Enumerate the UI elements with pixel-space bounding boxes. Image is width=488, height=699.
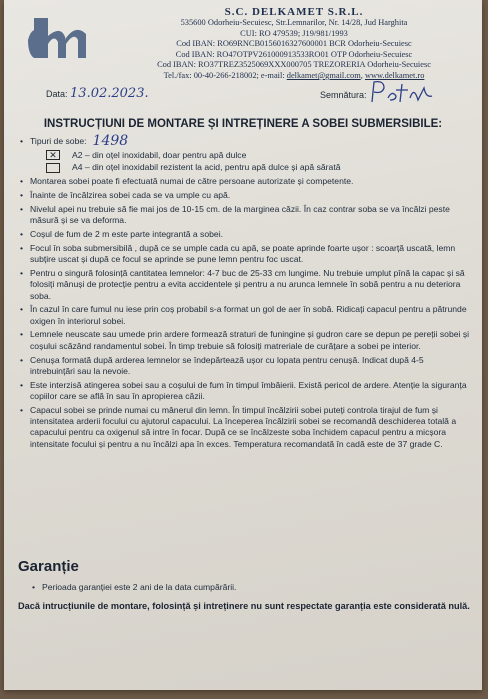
instruction-item: • În cazul în care fumul nu iese prin coș probabil s-a format un gol de aer în sobă. Ridicați capacul pentru a pătrunde oxigen în interiorul sobei. — [30, 304, 470, 327]
instructions-section — [18, 133, 470, 452]
instruction-item: • Lemnele neuscate sau umede prin ardere formează straturi de funingine și gudron care se depun pe pereții sobei și coșului scăzând randamentul sobei. În timp trebuie să folosiți matreriale de curățare a sobei pe interior. — [30, 329, 470, 352]
instruction-item: • Nivelul apei nu trebuie să fie mai jos de 10-15 cm. de la marginea căzii. În caz contrar soba se va încălzi peste măsură și se va deforma. — [30, 204, 470, 227]
company-iban-3: Cod IBAN: RO37TREZ3525069XXX000705 TREZORERIA Odorheiu-Secuiesc — [157, 60, 431, 70]
instruction-item: • Este interzisă atingerea sobei sau a coșului de fum în timpul îmbăierii. Există pericol de ardere. Atenție la siguranța copiilor care se află în sau în apropierea căzii. — [30, 380, 470, 403]
types-handwritten-number: 1498 — [92, 133, 129, 149]
contact-prefix: Tel./fax: 00-40-266-218002; e-mail: — [163, 70, 287, 80]
type-option-a4 — [46, 162, 470, 173]
company-address: 535600 Odorheiu-Secuiesc, Str.Lemnarilor, Nr. 14/28, Jud Harghita — [180, 18, 408, 27]
types-label: • Tipuri de sobe: — [30, 136, 87, 146]
document-page — [4, 0, 482, 690]
document-title: INSTRUCȚIUNI DE MONTARE ȘI INTREȚINERE A SOBEI SUBMERSIBILE: — [43, 118, 443, 130]
company-cui: CUI: RO 479539; J19/981/1993 — [240, 28, 348, 38]
checkbox-a2: ✕ — [46, 150, 60, 160]
website-link[interactable]: www.delkamet.ro — [364, 70, 425, 80]
type-option-a2 — [46, 150, 470, 161]
type-option-a2-label: A2 – din oțel inoxidabil, doar pentru apă dulce — [72, 149, 247, 160]
date-row — [46, 86, 149, 101]
instruction-item: • Capacul sobei se prinde numai cu mânerul din lemn. În timpul încălzirii sobei puteți controla tirajul de fum și intensitatea arderii focului cu ajutorul capacului. La începerea încălzirii sobei se recomandă deschiderea totală a capacului pentru ca oxigenul să intre în focar. După ce se încălzeste soba închidem capacul pentru a micșora intensitate focului și pentru a nu încălzi apa în exces. Temperatura recomandată în cadă este de 37 grade C. — [30, 405, 470, 450]
instruction-item: • Pentru o singură folosință cantitatea lemnelor: 4-7 buc de 25-33 cm lungime. Nu trebuie umplut pînă la capac și să folosiți mânuși de protecție pentru a evita accidentele și pentru a nu arunca lemnele în sobă pentru a nu deteriora soba. — [30, 268, 470, 302]
company-iban-2: Cod IBAN: RO47OTPV261000913533RO01 OTP Odorheiu-Secuiesc — [175, 49, 413, 59]
warranty-title: Garanție — [18, 558, 79, 575]
instruction-item: • Înainte de încălzirea sobei cada se va umple cu apă. — [30, 190, 470, 201]
email-link[interactable]: delkamet@gmail.com — [286, 70, 361, 80]
type-option-a4-label: A4 – din oțel inoxidabil rezistent la acid, pentru apă dulce și apă sărată — [72, 162, 341, 173]
date-label: Data: — [46, 89, 68, 99]
instruction-item: • Montarea sobei poate fi efectuată numai de către persoane autorizate și competente. — [30, 176, 470, 187]
date-value: 13.02.2023. — [70, 86, 149, 101]
warranty-item: • Perioada garanției este 2 ani de la data cumpărării. — [42, 582, 236, 592]
instruction-item: • Coșul de fum de 2 m este parte integrantă a sobei. — [30, 229, 470, 240]
types-item — [30, 133, 470, 149]
instructions-list — [18, 176, 470, 450]
signature-row — [320, 90, 367, 100]
company-header — [104, 6, 482, 82]
contact-separator: , — [360, 70, 365, 80]
signature-label: Semnătura: — [320, 90, 367, 100]
instruction-item: • Focul în soba submersibilă , după ce se umple cada cu apă, se poate aprinde foarte ușor : scoarță uscată, lemn subțire uscat și după ce focul se aprinde se pune lemn pentru foc uscat. — [30, 243, 470, 266]
instruction-item: • Cenușa formată după arderea lemnelor se îndepărtează ușor cu lopata pentru cenușă. Indicat după 4-5 intrebuințări sau la nevoie. — [30, 355, 470, 378]
company-logo — [26, 10, 96, 70]
company-iban-1: Cod IBAN: RO69RNCB0156016327600001 BCR Odorheiu-Secuiesc — [176, 39, 412, 49]
checkbox-a4 — [46, 163, 60, 173]
handwritten-signature — [366, 78, 436, 106]
types-row — [30, 133, 470, 149]
warranty-list — [30, 582, 236, 595]
types-list — [18, 133, 470, 149]
company-name: S.C. DELKAMET S.R.L. — [224, 6, 364, 18]
warranty-disclaimer: Dacă intrucțiunile de montare, folosință și intreținere nu sunt respectate garanția este considerată nulă. — [18, 601, 470, 611]
